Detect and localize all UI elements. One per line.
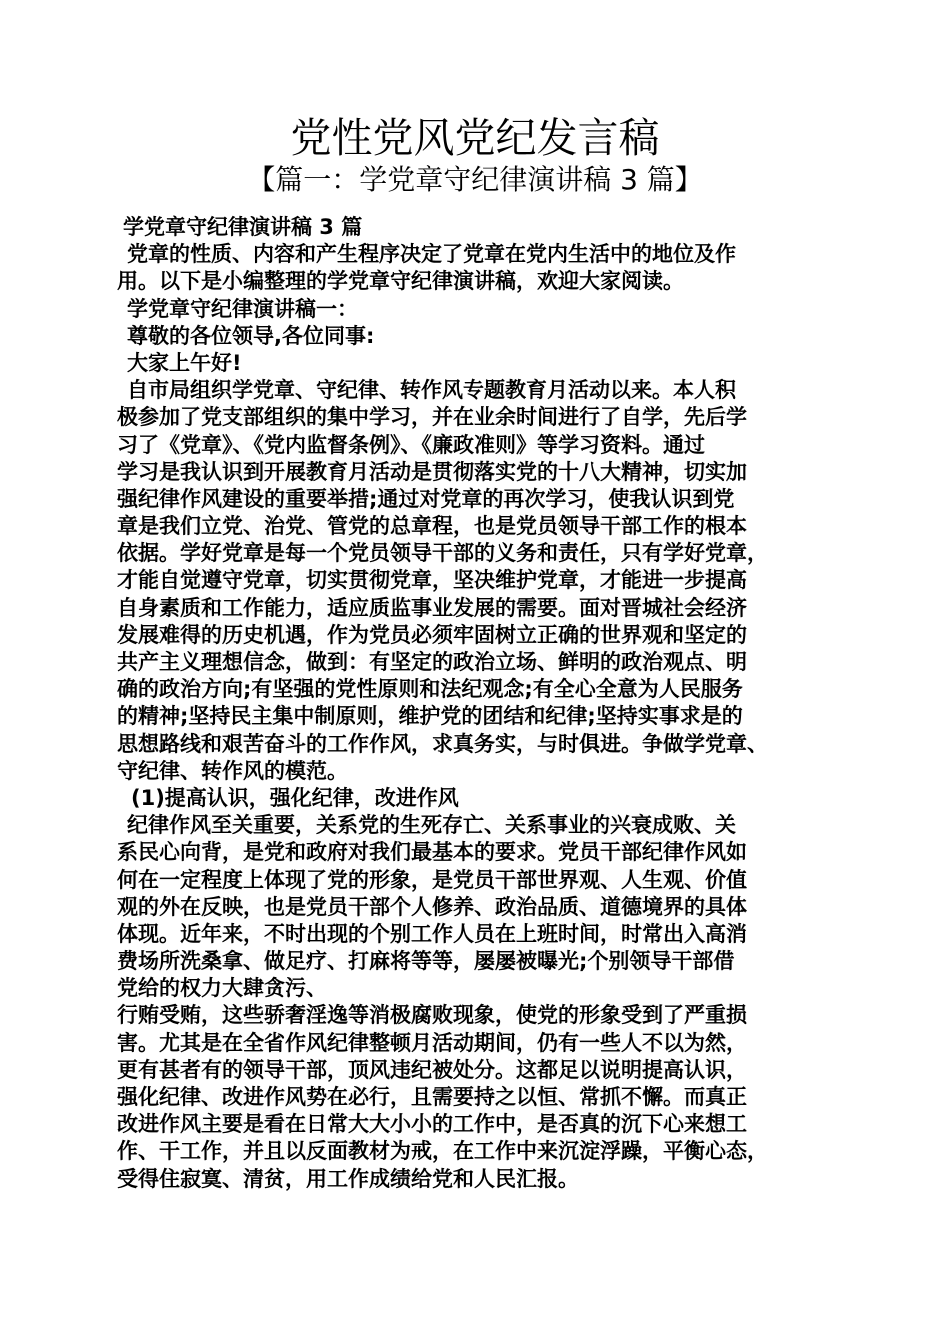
text-line: 发展难得的历史机遇，作为党员必须牢固树立正确的世界观和坚定的 — [117, 622, 747, 647]
text-line: 确的政治方向;有坚强的党性原则和法纪观念;有全心全意为人民服务 — [117, 677, 743, 702]
text-line: 害。尤其是在全省作风纪律整顿月活动期间，仍有一些人不以为然， — [117, 1030, 747, 1055]
text-line: 观的外在反映，也是党员干部个人修养、政治品质、道德境界的具体 — [117, 894, 747, 919]
text-line: 改进作风主要是看在日常大大小小的工作中，是否真的沉下心来想工 — [117, 1112, 747, 1137]
text-line: 极参加了党支部组织的集中学习，并在业余时间进行了自学，先后学 — [117, 405, 747, 430]
section-heading: 学党章守纪律演讲稿 3 篇 — [123, 215, 363, 239]
text-line: 受得住寂寞、清贫，用工作成绩给党和人民汇报。 — [117, 1166, 579, 1191]
text-line: 作、干工作，并且以反面教材为戒，在工作中来沉淀浮躁，平衡心态， — [117, 1139, 768, 1164]
text-line: 党给的权力大肆贪污、 — [117, 976, 327, 1001]
text-line: 费场所洗桑拿、做足疗、打麻将等等，屡屡被曝光;个别领导干部借 — [117, 949, 735, 974]
text-line: 体现。近年来，不时出现的个别工作人员在上班时间，时常出入高消 — [117, 921, 747, 946]
text-line: 学习是我认识到开展教育月活动是贯彻落实党的十八大精神，切实加 — [117, 459, 747, 484]
text-line: 何在一定程度上体现了党的形象，是党员干部世界观、人生观、价值 — [117, 867, 747, 892]
text-line: 党章的性质、内容和产生程序决定了党章在党内生活中的地位及作 — [127, 242, 736, 267]
text-line: 纪律作风至关重要，关系党的生死存亡、关系事业的兴衰成败、关 — [127, 813, 736, 838]
greeting: 大家上午好! — [127, 350, 242, 375]
text-line: 依据。学好党章是每一个党员领导干部的义务和责任，只有学好党章， — [117, 541, 768, 566]
document-body — [117, 214, 837, 1193]
text-line: 用。以下是小编整理的学党章守纪律演讲稿，欢迎大家阅读。 — [117, 269, 684, 294]
text-line: 自身素质和工作能力，适应质监事业发展的需要。面对晋城社会经济 — [117, 595, 747, 620]
text-line: 自市局组织学党章、守纪律、转作风专题教育月活动以来。本人积 — [127, 378, 736, 403]
text-line: 的精神;坚持民主集中制原则，维护党的团结和纪律;坚持实事求是的 — [117, 704, 743, 729]
text-line: 共产主义理想信念，做到：有坚定的政治立场、鲜明的政治观点、明 — [117, 650, 747, 674]
text-line: 强化纪律、改进作风势在必行，且需要持之以恒、常抓不懈。而真正 — [117, 1085, 747, 1109]
salutation: 尊敬的各位领导,各位同事: — [127, 323, 375, 348]
section-heading: 学党章守纪律演讲稿一： — [127, 296, 358, 321]
text-line: 才能自觉遵守党章，切实贯彻党章，坚决维护党章，才能进一步提高 — [117, 568, 747, 593]
text-line: 章是我们立党、治党、管党的总章程，也是党员领导干部工作的根本 — [117, 514, 747, 539]
text-line: 习了《党章》、《党内监督条例》、《廉政准则》等学习资料。通过 — [117, 432, 705, 457]
text-line: 系民心向背，是党和政府对我们最基本的要求。党员干部纪律作风如 — [117, 840, 747, 865]
document-title: 党性党风党纪发言稿 — [290, 114, 660, 162]
text-line: 守纪律、转作风的模范。 — [117, 758, 348, 783]
text-line: 思想路线和艰苦奋斗的工作作风，求真务实，与时俱进。争做学党章、 — [117, 731, 768, 756]
text-line: 更有甚者有的领导干部，顶风违纪被处分。这都足以说明提高认识， — [117, 1057, 747, 1082]
subsection-heading: (1)提高认识，强化纪律，改进作风 — [131, 785, 459, 810]
text-line: 行贿受贿，这些骄奢淫逸等消极腐败现象，使党的形象受到了严重损 — [117, 1003, 747, 1028]
text-line: 强纪律作风建设的重要举措;通过对党章的再次学习，使我认识到党 — [117, 486, 735, 511]
document-subtitle: 【篇一：学党章守纪律演讲稿 3 篇】 — [247, 163, 703, 196]
